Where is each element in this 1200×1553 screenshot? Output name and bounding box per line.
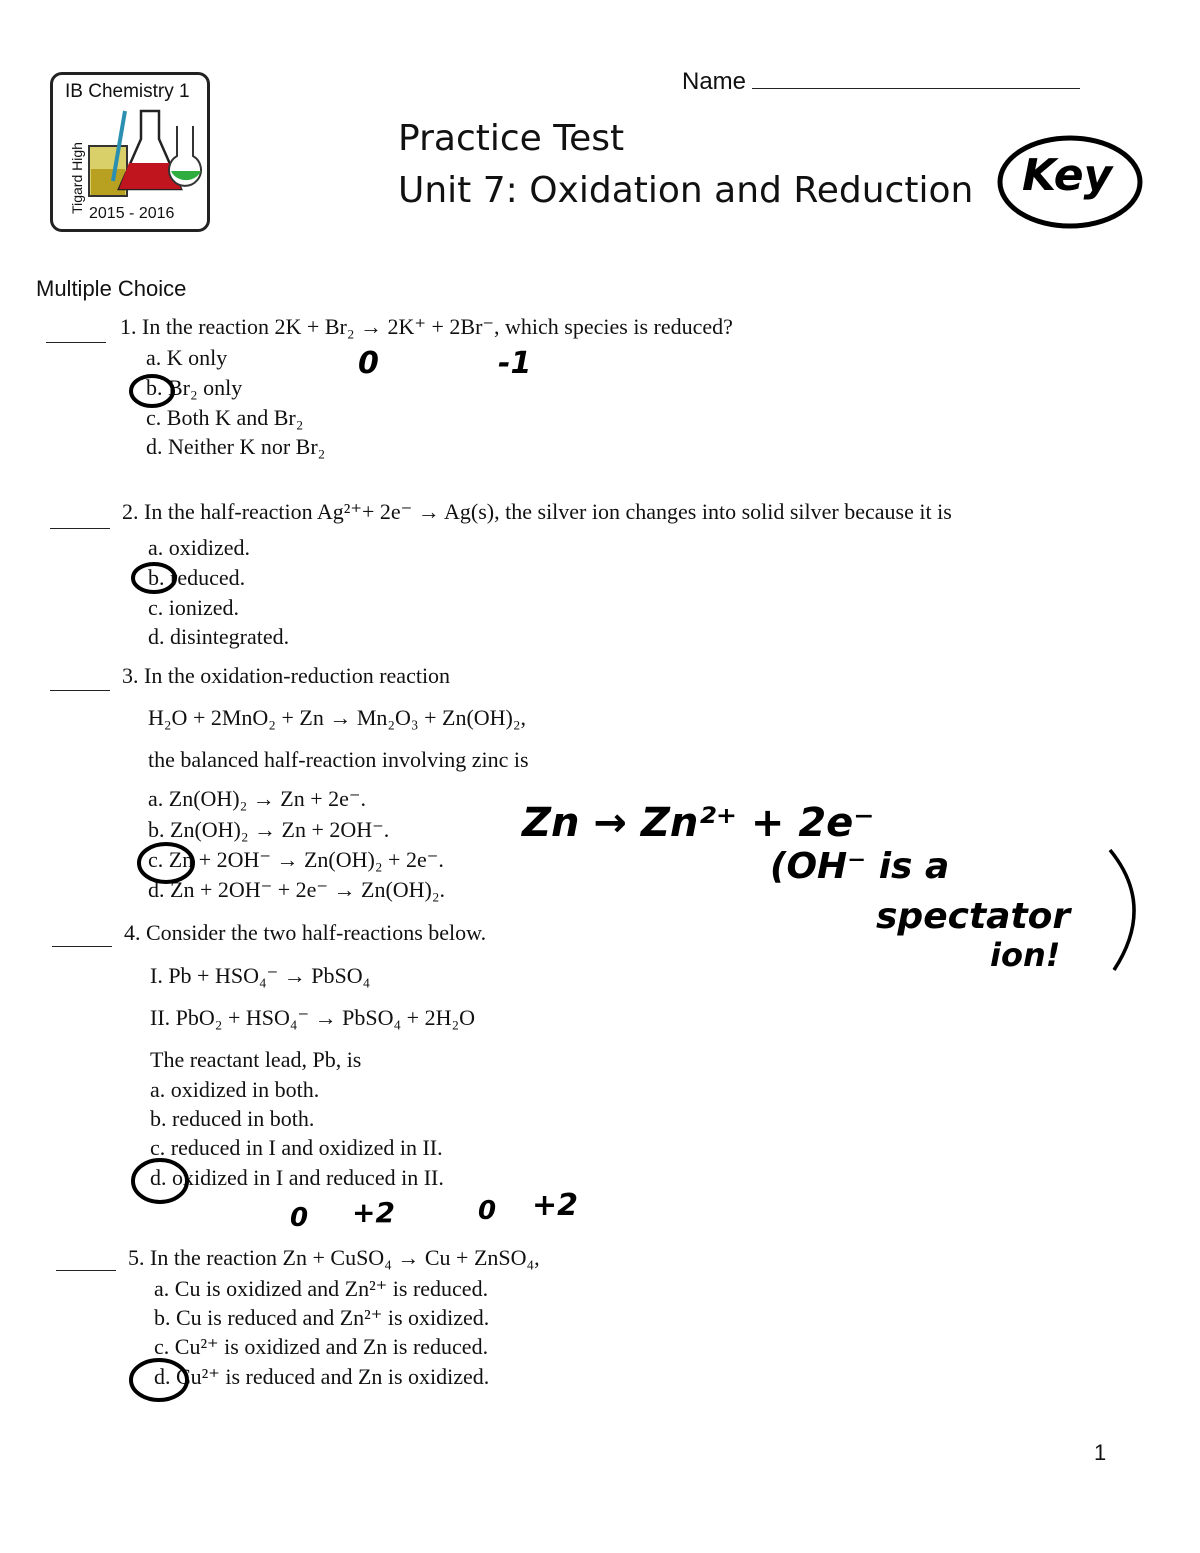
oxidation-number-note: +2 xyxy=(352,1196,395,1229)
half-reaction-2: II. PbO₂ + HSO₄⁻ → PbSO₄ + 2H₂O xyxy=(150,1005,476,1030)
option-c: c. ionized. xyxy=(148,595,240,620)
option-c: c. Zn + 2OH⁻ → Zn(OH)₂ + 2e⁻. xyxy=(148,847,444,872)
page-title-line-2: Unit 7: Oxidation and Reduction xyxy=(398,170,974,211)
option-c: c. Both K and Br₂ xyxy=(146,405,304,430)
option-b: b. Cu is reduced and Zn²⁺ is oxidized. xyxy=(154,1305,490,1330)
option-d: d. Zn + 2OH⁻ + 2e⁻ → Zn(OH)₂. xyxy=(148,877,446,902)
question-stem: 1. In the reaction 2K + Br₂ → 2K⁺ + 2Br⁻, which species is reduced? xyxy=(120,314,733,339)
name-label: Name xyxy=(682,68,747,95)
question-stem: 2. In the half-reaction Ag²⁺+ 2e⁻ → Ag(s), the silver ion changes into solid silver because it is xyxy=(122,499,952,524)
option-c: c. Cu²⁺ is oxidized and Zn is reduced. xyxy=(154,1334,489,1359)
answer-circle xyxy=(130,1156,194,1208)
logo-school: Tigard High xyxy=(68,142,85,214)
oxidation-number-note: -1 xyxy=(498,346,532,381)
option-b: b. Br₂ only xyxy=(146,375,243,400)
option-d: d. Cu²⁺ is reduced and Zn is oxidized. xyxy=(154,1364,490,1389)
answer-circle xyxy=(128,372,180,410)
logo-years: 2015 - 2016 xyxy=(89,205,175,222)
answer-blank[interactable] xyxy=(56,1270,116,1271)
name-field-line xyxy=(752,88,1080,89)
question-followup: The reactant lead, Pb, is xyxy=(150,1047,362,1072)
question-stem: 4. Consider the two half-reactions below. xyxy=(124,920,487,945)
course-logo xyxy=(50,72,210,232)
section-title: Multiple Choice xyxy=(36,276,187,301)
oxidation-number-note: 0 xyxy=(358,346,379,381)
logo-title: IB Chemistry 1 xyxy=(65,81,190,102)
question-stem: 3. In the oxidation-reduction reaction xyxy=(122,663,451,688)
answer-circle xyxy=(136,840,200,888)
answer-blank[interactable] xyxy=(50,528,110,529)
option-a: a. K only xyxy=(146,345,228,370)
oxidation-number-note: 0 xyxy=(478,1196,497,1226)
option-b: b. reduced in both. xyxy=(150,1106,315,1131)
option-a: a. oxidized. xyxy=(148,535,251,560)
option-d: d. oxidized in I and reduced in II. xyxy=(150,1165,444,1190)
answer-blank[interactable] xyxy=(52,946,112,947)
lab-glassware-icon xyxy=(81,101,211,201)
handwritten-half-reaction: Zn → Zn²⁺ + 2e⁻ xyxy=(522,800,875,846)
reaction-equation: H₂O + 2MnO₂ + Zn → Mn₂O₃ + Zn(OH)₂, xyxy=(148,705,527,730)
question-followup: the balanced half-reaction involving zinc is xyxy=(148,747,529,772)
page-title-line-1: Practice Test xyxy=(398,118,625,159)
handwritten-note: (OH⁻ is a xyxy=(770,846,950,887)
option-b: b. reduced. xyxy=(148,565,246,590)
answer-blank[interactable] xyxy=(46,342,106,343)
handwritten-note: spectator xyxy=(876,896,1071,937)
option-a: a. Zn(OH)₂ → Zn + 2e⁻. xyxy=(148,786,367,811)
closing-paren-annotation xyxy=(1100,846,1160,976)
option-a: a. Cu is oxidized and Zn²⁺ is reduced. xyxy=(154,1276,489,1301)
half-reaction-1: I. Pb + HSO₄⁻ → PbSO₄ xyxy=(150,963,371,988)
option-d: d. Neither K nor Br₂ xyxy=(146,434,326,459)
option-a: a. oxidized in both. xyxy=(150,1077,320,1102)
handwritten-note: ion! xyxy=(990,936,1061,974)
page-number: 1 xyxy=(1094,1440,1107,1465)
oxidation-number-note: 0 xyxy=(290,1203,309,1233)
answer-circle xyxy=(128,1356,194,1406)
option-b: b. Zn(OH)₂ → Zn + 2OH⁻. xyxy=(148,817,390,842)
answer-blank[interactable] xyxy=(50,690,110,691)
option-d: d. disintegrated. xyxy=(148,624,290,649)
option-c: c. reduced in I and oxidized in II. xyxy=(150,1135,443,1160)
oxidation-number-note: +2 xyxy=(532,1188,579,1223)
question-stem: 5. In the reaction Zn + CuSO₄ → Cu + ZnSO₄, xyxy=(128,1245,540,1270)
key-annotation-text: Key xyxy=(1022,150,1113,201)
answer-circle xyxy=(130,560,182,598)
